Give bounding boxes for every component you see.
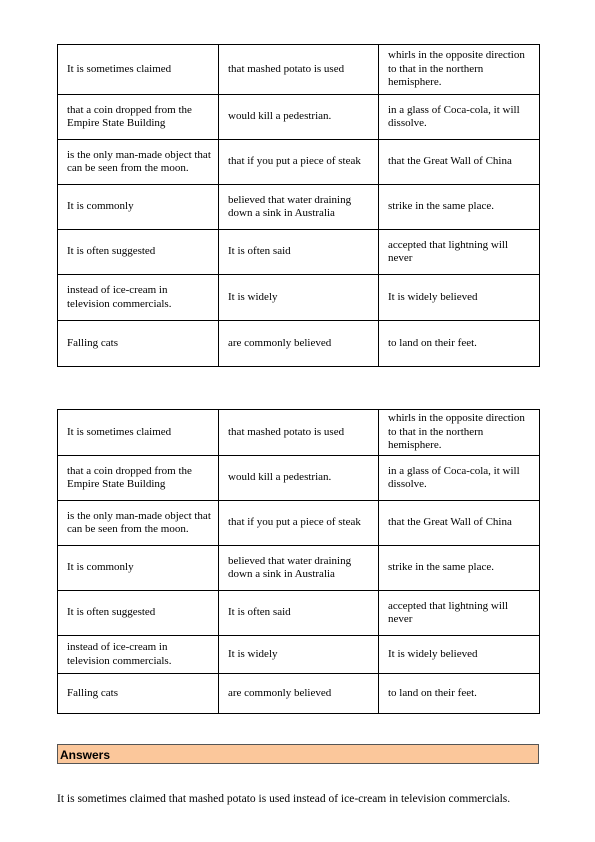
card-cell: It is commonly [58, 185, 219, 230]
card-cell: in a glass of Coca-cola, it will dissolve. [379, 95, 540, 140]
card-cell: that a coin dropped from the Empire State Building [58, 456, 219, 501]
card-cell: accepted that lightning will never [379, 230, 540, 275]
card-cell: accepted that lightning will never [379, 591, 540, 636]
card-cell: It is often suggested [58, 591, 219, 636]
card-cell: are commonly believed [219, 674, 379, 714]
card-row [58, 546, 540, 591]
card-cell: would kill a pedestrian. [219, 456, 379, 501]
card-cell: is the only man-made object that can be seen from the moon. [58, 140, 219, 185]
card-cell: It is widely believed [379, 636, 540, 674]
card-cell: that if you put a piece of steak [219, 140, 379, 185]
card-cell: that mashed potato is used [219, 45, 379, 95]
card-cell: is the only man-made object that can be seen from the moon. [58, 501, 219, 546]
card-cell: It is sometimes claimed [58, 410, 219, 456]
card-cell: to land on their feet. [379, 321, 540, 367]
card-cell: are commonly believed [219, 321, 379, 367]
card-cell: whirls in the opposite direction to that in the northern hemisphere. [379, 45, 540, 95]
card-cell: that a coin dropped from the Empire State Building [58, 95, 219, 140]
card-cell: in a glass of Coca-cola, it will dissolve. [379, 456, 540, 501]
card-row [58, 501, 540, 546]
card-row [58, 674, 540, 714]
card-row [58, 275, 540, 321]
card-row [58, 230, 540, 275]
card-cell: It is often said [219, 230, 379, 275]
card-cell: It is sometimes claimed [58, 45, 219, 95]
card-cell: It is widely [219, 636, 379, 674]
card-row [58, 140, 540, 185]
card-row [58, 185, 540, 230]
card-row [58, 95, 540, 140]
sentence-cards-table-2 [57, 409, 540, 714]
card-cell: whirls in the opposite direction to that in the northern hemisphere. [379, 410, 540, 456]
card-row [58, 410, 540, 456]
card-cell: instead of ice-cream in television commercials. [58, 636, 219, 674]
card-cell: Falling cats [58, 674, 219, 714]
card-cell: that if you put a piece of steak [219, 501, 379, 546]
card-cell: that the Great Wall of China [379, 501, 540, 546]
card-cell: strike in the same place. [379, 185, 540, 230]
card-cell: It is widely believed [379, 275, 540, 321]
card-cell: It is commonly [58, 546, 219, 591]
card-cell: It is often suggested [58, 230, 219, 275]
card-cell: instead of ice-cream in television commercials. [58, 275, 219, 321]
card-cell: It is widely [219, 275, 379, 321]
card-row [58, 45, 540, 95]
card-cell: strike in the same place. [379, 546, 540, 591]
card-row [58, 636, 540, 674]
sentence-cards-table-1 [57, 44, 540, 367]
answer-sentence: It is sometimes claimed that mashed potato is used instead of ice-cream in television commercials. [57, 793, 511, 805]
card-cell: Falling cats [58, 321, 219, 367]
card-cell: It is often said [219, 591, 379, 636]
card-cell: to land on their feet. [379, 674, 540, 714]
card-cell: that mashed potato is used [219, 410, 379, 456]
answers-heading: Answers [57, 744, 539, 764]
card-row [58, 321, 540, 367]
card-cell: believed that water draining down a sink in Australia [219, 185, 379, 230]
card-cell: that the Great Wall of China [379, 140, 540, 185]
card-row [58, 456, 540, 501]
card-cell: would kill a pedestrian. [219, 95, 379, 140]
card-row [58, 591, 540, 636]
card-cell: believed that water draining down a sink in Australia [219, 546, 379, 591]
